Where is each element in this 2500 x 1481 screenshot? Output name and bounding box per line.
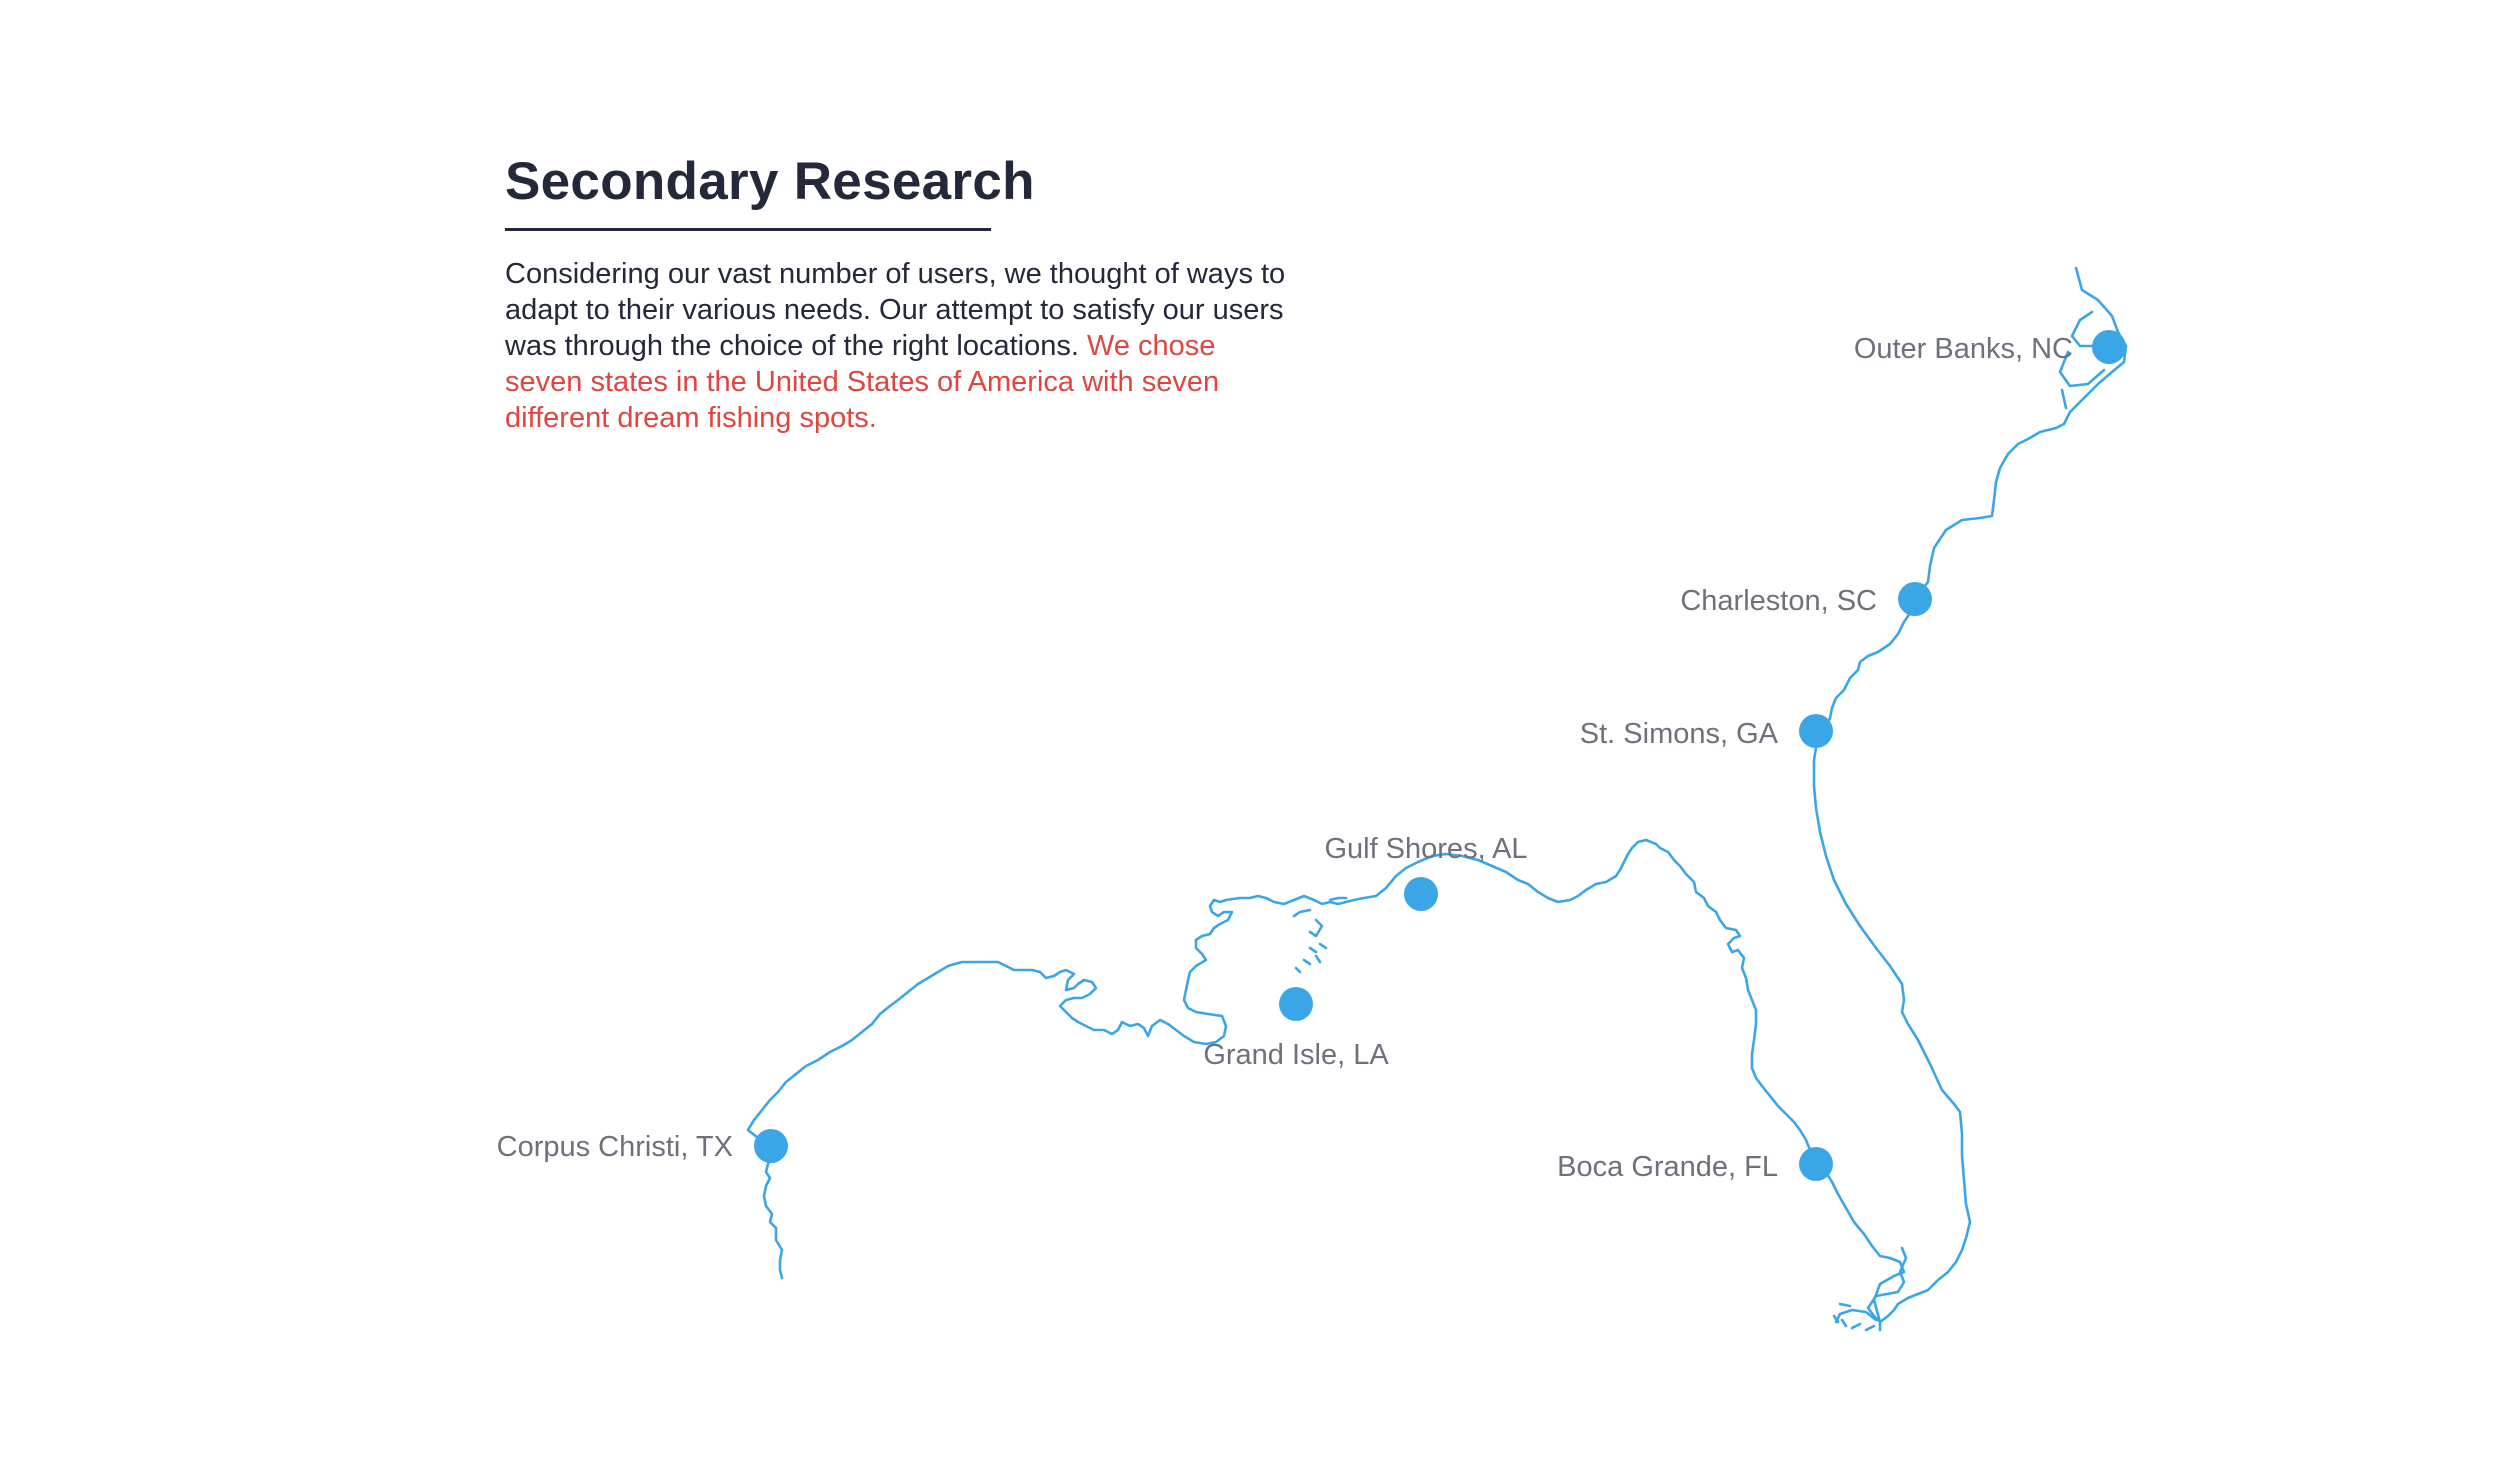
marker-st-simons[interactable] — [1799, 714, 1833, 748]
mississippi-sound-islands — [1294, 898, 1346, 972]
label-boca-grande: Boca Grande, FL — [1557, 1151, 1778, 1183]
label-st-simons: St. Simons, GA — [1579, 718, 1778, 750]
gulf-coastline-west — [748, 896, 1376, 1278]
label-charleston: Charleston, SC — [1680, 585, 1877, 617]
label-gulf-shores: Gulf Shores, AL — [1324, 833, 1528, 865]
marker-gulf-shores[interactable] — [1404, 877, 1438, 911]
page-title: Secondary Research — [505, 152, 1035, 211]
label-corpus-christi: Corpus Christi, TX — [496, 1131, 733, 1163]
intro-text: Considering our vast number of users, we thought of ways to adapt to their various needs. Our attempt to satisfy our users was through the choice of the right locations. — [505, 258, 1286, 362]
label-outer-banks: Outer Banks, NC — [1853, 333, 2073, 365]
label-grand-isle: Grand Isle, LA — [1203, 1039, 1389, 1071]
marker-boca-grande[interactable] — [1799, 1147, 1833, 1181]
gulf-coastline-florida — [1376, 840, 1904, 1322]
intro-highlight: We chose seven states in the United States of America with seven different dream fishing spots. — [505, 330, 1220, 434]
atlantic-coastline — [1814, 428, 2056, 1322]
marker-charleston[interactable] — [1898, 582, 1932, 616]
marker-outer-banks[interactable] — [2092, 330, 2126, 364]
marker-grand-isle[interactable] — [1279, 987, 1313, 1021]
marker-corpus-christi[interactable] — [754, 1129, 788, 1163]
